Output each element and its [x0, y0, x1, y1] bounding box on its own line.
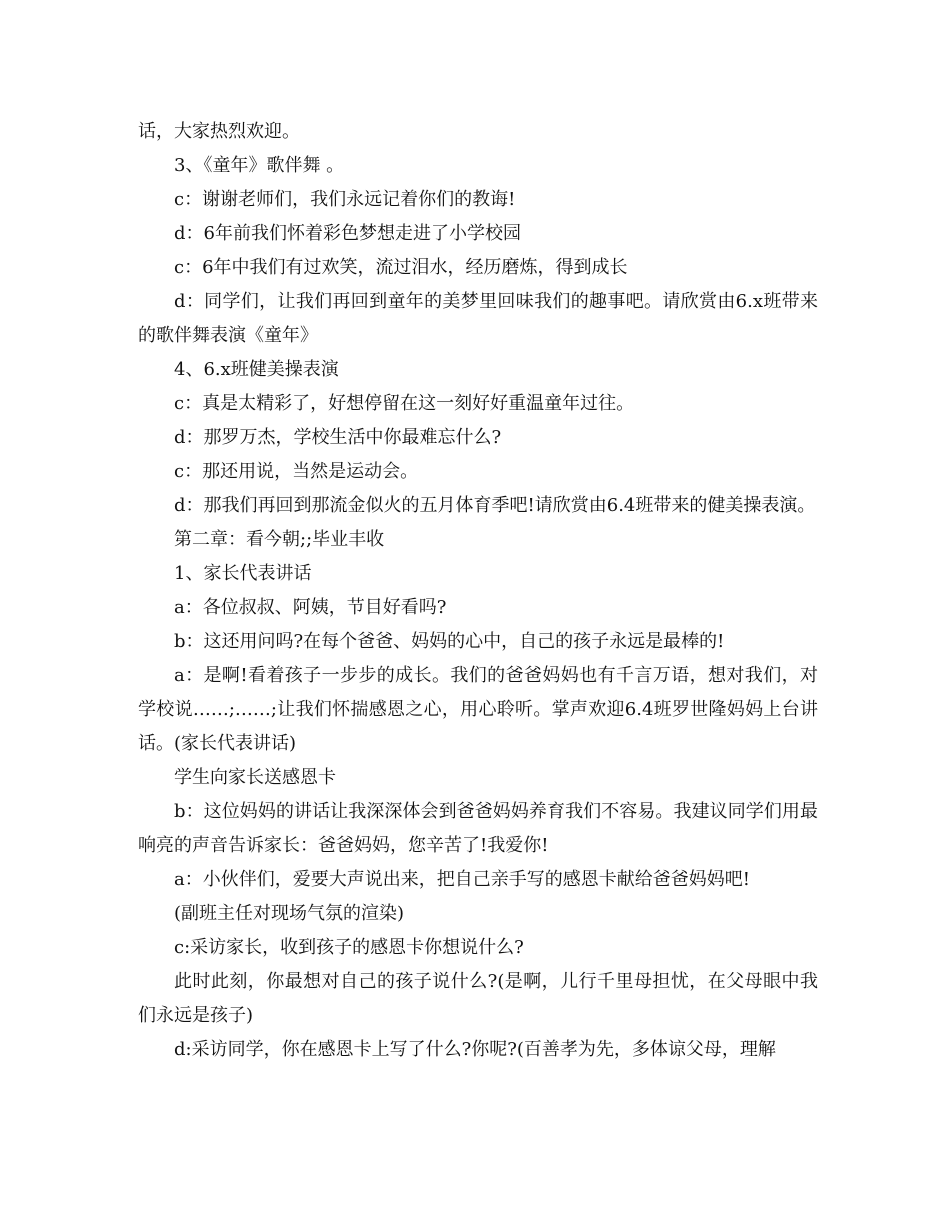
paragraph: 学生向家长送感恩卡 — [174, 767, 336, 788]
paragraph: a：小伙伴们，爱要大声说出来，把自己亲手写的感恩卡献给爸爸妈妈吧! — [174, 869, 750, 890]
paragraph: c：那还用说，当然是运动会。 — [174, 461, 419, 482]
paragraph: 第二章：看今朝;;毕业丰收 — [174, 529, 385, 550]
paragraph: 1、家长代表讲话 — [174, 563, 312, 584]
paragraph: (副班主任对现场气氛的渲染) — [174, 903, 405, 924]
paragraph: 话，大家热烈欢迎。 — [138, 121, 300, 142]
paragraph: b：这位妈妈的讲话让我深深体会到爸爸妈妈养育我们不容易。我建议同学们用最响亮的声音告诉家长：爸爸妈妈，您辛苦了!我爱你! — [138, 801, 818, 856]
paragraph: c:采访家长，收到孩子的感恩卡你想说什么? — [174, 937, 524, 958]
paragraph: d：那罗万杰，学校生活中你最难忘什么? — [174, 427, 502, 448]
paragraph: c：谢谢老师们，我们永远记着你们的教诲! — [174, 189, 516, 210]
document-page — [138, 115, 818, 1067]
paragraph: 3、《童年》歌伴舞 。 — [174, 155, 345, 176]
paragraph: c：6年中我们有过欢笑，流过泪水，经历磨炼，得到成长 — [174, 257, 628, 278]
paragraph: b：这还用问吗?在每个爸爸、妈妈的心中，自己的孩子永远是最棒的! — [174, 631, 725, 652]
paragraph: d：6年前我们怀着彩色梦想走进了小学校园 — [174, 223, 521, 244]
paragraph: 此时此刻，你最想对自己的孩子说什么?(是啊，儿行千里母担忧，在父母眼中我们永远是孩子) — [138, 971, 818, 1026]
paragraph: d：同学们，让我们再回到童年的美梦里回味我们的趣事吧。请欣赏由6.x班带来的歌伴舞表演《童年》 — [138, 291, 818, 346]
paragraph: 4、6.x班健美操表演 — [174, 359, 339, 380]
paragraph: d:采访同学，你在感恩卡上写了什么?你呢?(百善孝为先，多体谅父母，理解 — [174, 1039, 776, 1060]
paragraph: a：各位叔叔、阿姨，节目好看吗? — [174, 597, 447, 618]
paragraph: c：真是太精彩了，好想停留在这一刻好好重温童年过往。 — [174, 393, 635, 414]
paragraph: a：是啊!看着孩子一步步的成长。我们的爸爸妈妈也有千言万语，想对我们，对学校说……;……;让我们怀揣感恩之心，用心聆听。掌声欢迎6.4班罗世隆妈妈上台讲话。(家长代表讲话) — [138, 665, 818, 754]
paragraph: d：那我们再回到那流金似火的五月体育季吧!请欣赏由6.4班带来的健美操表演。 — [174, 495, 816, 516]
